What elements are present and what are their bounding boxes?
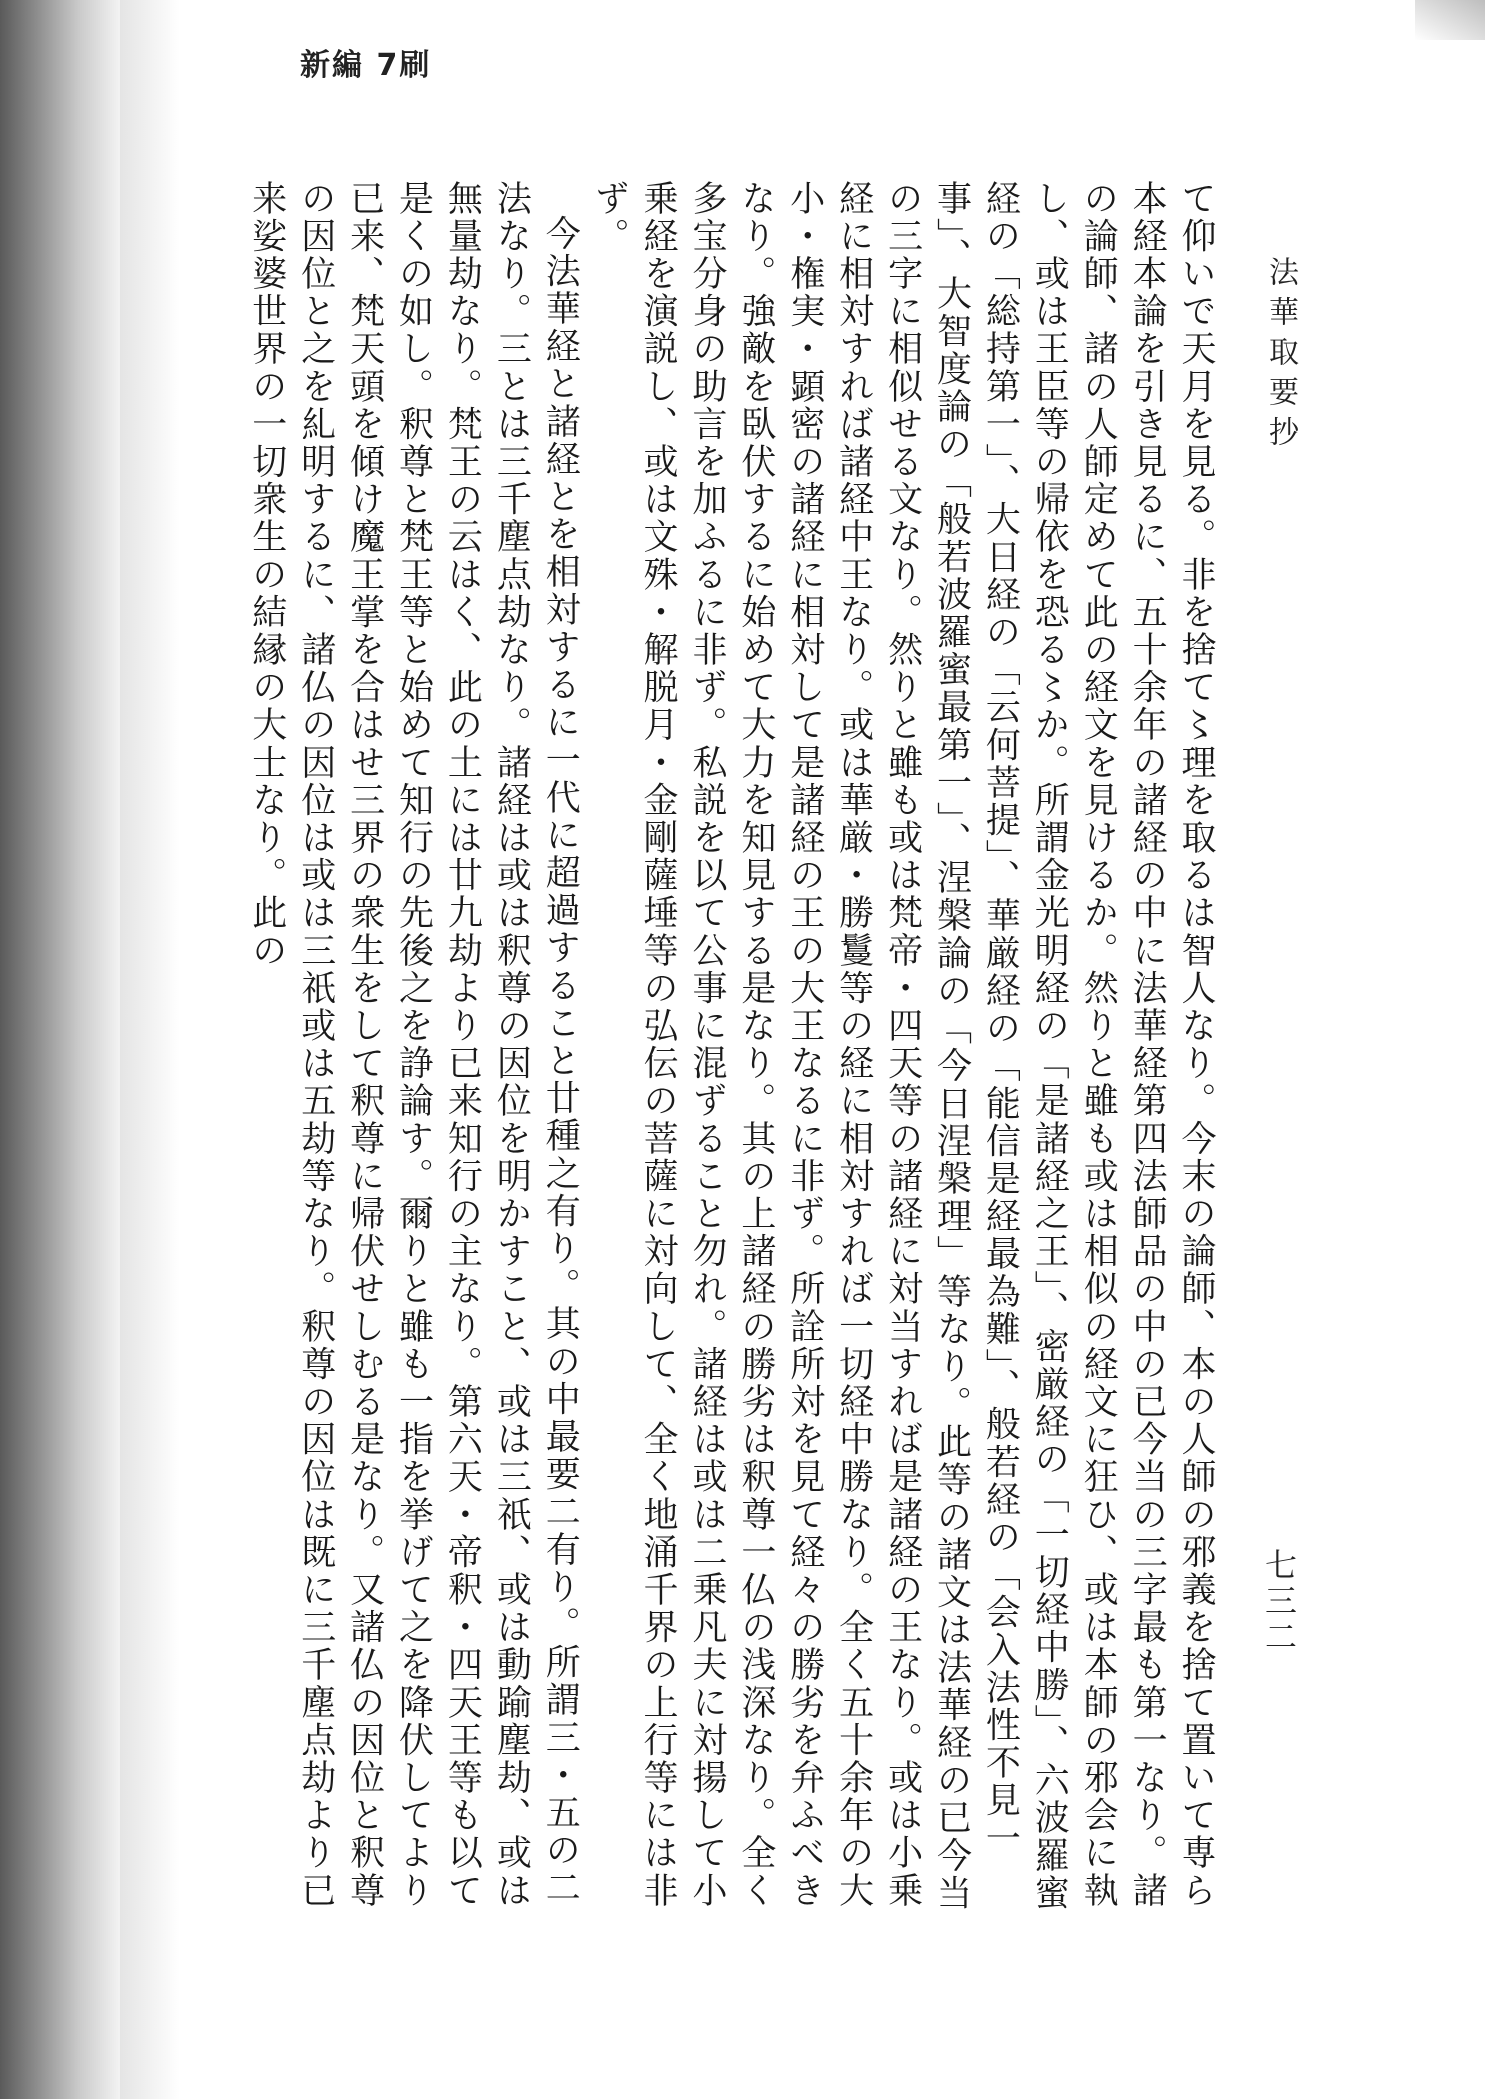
paragraph: 今法華経と諸経とを相対するに一代に超過すること廿種之有り。其の中最要二有り。所謂三・五の二法なり。三とは三千塵点劫なり。諸経は或は釈尊の因位を明かすこと、或は三祇、或は動踰塵劫、或は無量劫なり。梵王の云はく、此の土には廿九劫より已来知行の主なり。第六天・帝釈・四天王等も以て是くの如し。釈尊と梵王等と始めて知行の先後之を諍論す。爾りと雖も一指を挙げて之を降伏してより已来、梵天頭を傾け魔王掌を合はせ三界の衆生をして釈尊に帰伏せしむる是なり。又諸仏の因位と釈尊の因位と之を糺明するに、諸仏の因位は或は三祇或は五劫等なり。釈尊の因位は既に三千塵点劫より已来娑婆世界の一切衆生の結縁の大士なり。此の: [246, 180, 581, 1910]
page-number: 七三二: [1260, 1548, 1298, 1656]
paragraph: て仰いで天月を見る。非を捨て〻理を取るは智人なり。今末の論師、本の人師の邪義を捨て置いて専ら本経本論を引き見るに、五十余年の諸経の中に法華経第四法師品の中の已今当の三字最も第一なり。諸の論師、諸の人師定めて此の経文を見けるか。然りと雖も或は相似の経文に狂ひ、或は本師の邪会に執し、或は王臣等の帰依を恐る〻か。所謂金光明経の「是諸経之王」、密厳経の「一切経中勝」、六波羅蜜経の「総持第一」、大日経の「云何菩提」、華厳経の「能信是経最為難」、般若経の「会入法性不見一事」、大智度論の「般若波羅蜜最第一」、涅槃論の「今日涅槃理」等なり。此等の諸文は法華経の已今当の三字に相似せる文なり。然りと雖も或は梵帝・四天等の諸経に対当すれば是諸経の王なり。或は小乗経に相対すれば諸経中王なり。或は華厳・勝鬘等の経に相対すれば一切経中勝なり。全く五十余年の大小・権実・顕密の諸経に相対して是諸経の王の大王なるに非ず。所詮所対を見て経々の勝劣を弁ふべきなり。強敵を臥伏するに始めて大力を知見する是なり。其の上諸経の勝劣は釈尊一仏の浅深なり。全く多宝分身の助言を加ふるに非ず。私説を以て公事に混ずること勿れ。諸経は或は二乗凡夫に対揚して小乗経を演説し、或は文殊・解脱月・金剛薩埵等の弘伝の菩薩に対向して、全く地涌千界の上行等には非ず。: [589, 180, 1216, 1913]
edition-stamp: 新編 7刷: [300, 48, 432, 83]
running-title: 法華取要抄: [1263, 256, 1298, 456]
page-gutter-shadow: [0, 0, 120, 2099]
page-corner-shadow: [1415, 0, 1485, 40]
body-text: [150, 180, 1220, 1940]
